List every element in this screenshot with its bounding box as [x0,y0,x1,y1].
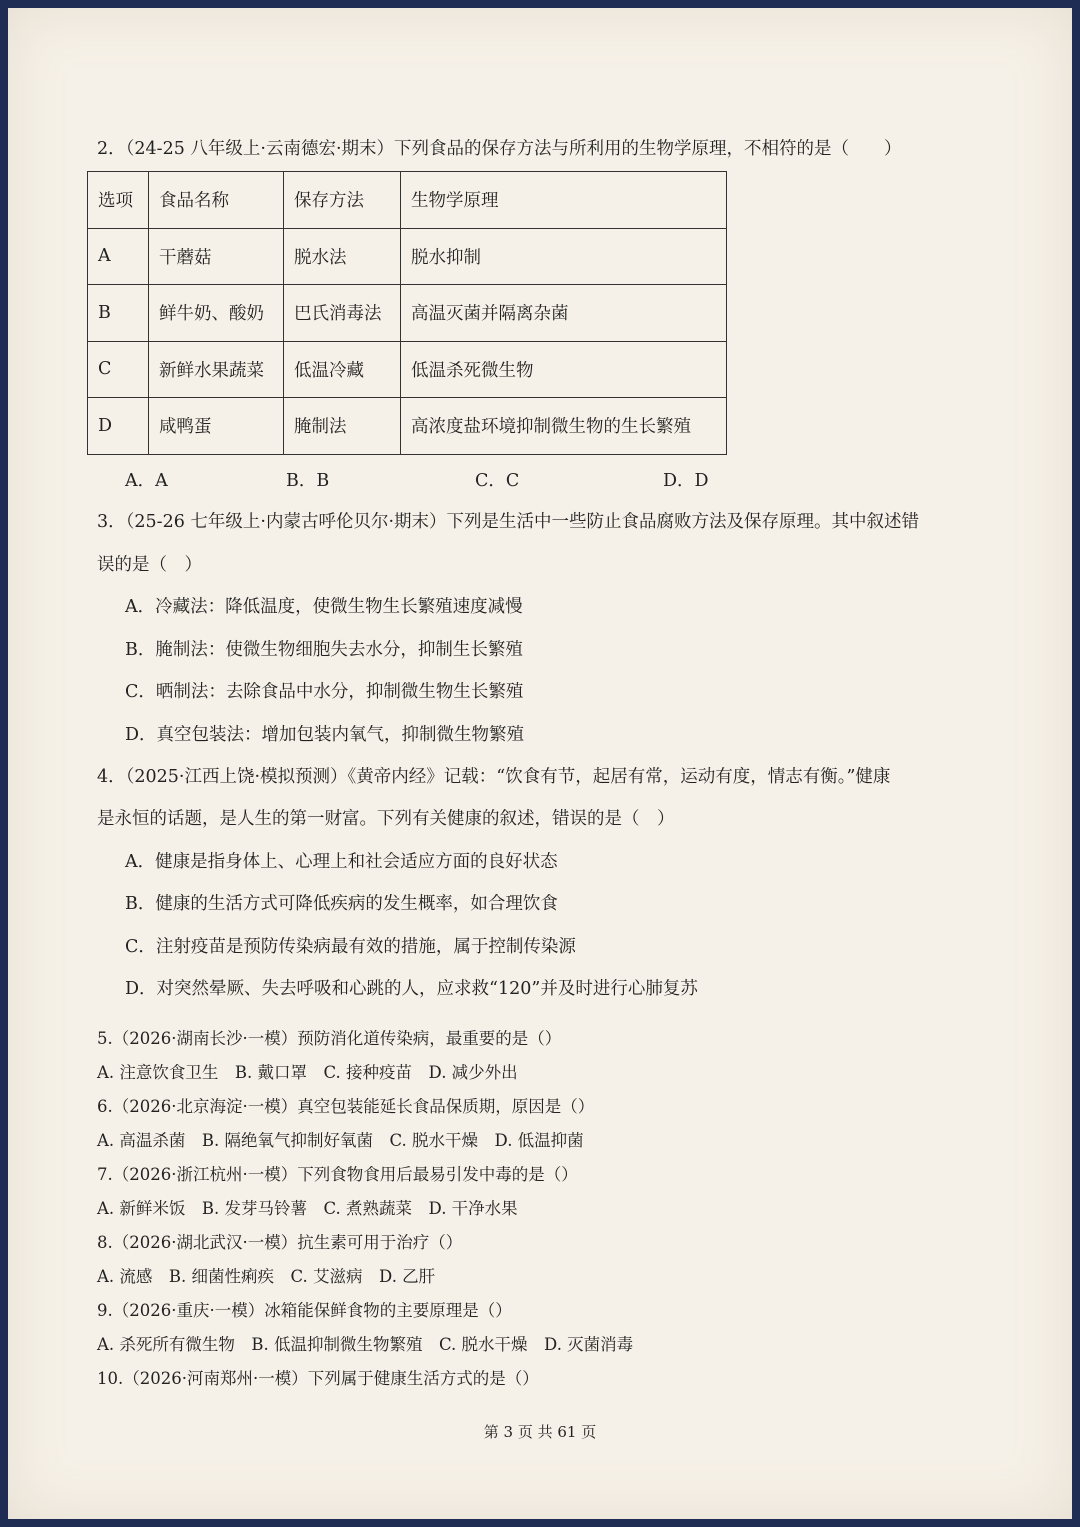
q9-options: A. 杀死所有微生物 B. 低温抑制微生物繁殖 C. 脱水干燥 D. 灭菌消毒 [97,1335,634,1354]
q8-options: A. 流感 B. 细菌性痢疾 C. 艾滋病 D. 乙肝 [97,1267,436,1286]
table-header-cell: 生物学原理 [401,172,727,229]
question-9-stem: 9.（2026·重庆·一模）冰箱能保鲜食物的主要原理是（） [97,1301,512,1320]
question-7-stem: 7.（2026·浙江杭州·一模）下列食物食用后最易引发中毒的是（） [97,1165,578,1184]
question-2-table [87,171,727,455]
q3-option-c: C．晒制法：去除食品中水分，抑制微生物生长繁殖 [125,682,524,702]
q5-options: A. 注意饮食卫生 B. 戴口罩 C. 接种疫苗 D. 减少外出 [97,1063,518,1082]
q4-option-a: A．健康是指身体上、心理上和社会适应方面的良好状态 [125,852,558,872]
question-4-stem-line-1: 4．（2025·江西上饶·模拟预测）《黄帝内经》记载：“饮食有节，起居有常，运动有度，情志有衡。”健康 [97,767,891,787]
table-cell: 低温杀死微生物 [401,341,727,398]
table-row [88,398,727,455]
table-cell: 脱水法 [284,228,401,285]
table-header-cell: 保存方法 [284,172,401,229]
table-cell: B [88,285,149,342]
table-cell: C [88,341,149,398]
table-cell: 高浓度盐环境抑制微生物的生长繁殖 [401,398,727,455]
question-3-stem-line-1: 3．（25-26 七年级上·内蒙古呼伦贝尔·期末）下列是生活中一些防止食品腐败方法及保存原理。其中叙述错 [97,512,920,532]
table-cell: 脱水抑制 [401,228,727,285]
q4-option-d: D．对突然晕厥、失去呼吸和心跳的人，应求救“120”并及时进行心肺复苏 [125,979,698,999]
q2-option-a: A．A [125,471,168,491]
question-10-stem: 10.（2026·河南郑州·一模）下列属于健康生活方式的是（） [97,1369,539,1388]
q2-option-b: B．B [286,471,330,491]
table-row [88,285,727,342]
table-row [88,228,727,285]
table-header-cell: 食品名称 [149,172,284,229]
table-cell: A [88,228,149,285]
table-header-cell: 选项 [88,172,149,229]
question-3-stem-line-2: 误的是（ ） [97,555,202,575]
exam-page [8,8,1072,1519]
table-cell: 干蘑菇 [149,228,284,285]
table-cell: D [88,398,149,455]
q3-option-a: A．冷藏法：降低温度，使微生物生长繁殖速度减慢 [125,597,523,617]
table-cell: 低温冷藏 [284,341,401,398]
table-cell: 咸鸭蛋 [149,398,284,455]
q6-options: A. 高温杀菌 B. 隔绝氧气抑制好氧菌 C. 脱水干燥 D. 低温抑菌 [97,1131,584,1150]
table-cell: 新鲜水果蔬菜 [149,341,284,398]
q2-option-c: C．C [475,471,520,491]
table-cell: 高温灭菌并隔离杂菌 [401,285,727,342]
table-header-row [88,172,727,229]
question-8-stem: 8.（2026·湖北武汉·一模）抗生素可用于治疗（） [97,1233,463,1252]
question-5-stem: 5.（2026·湖南长沙·一模）预防消化道传染病，最重要的是（） [97,1029,562,1048]
question-6-stem: 6.（2026·北京海淀·一模）真空包装能延长食品保质期，原因是（） [97,1097,595,1116]
question-2-stem: 2．（24-25 八年级上·云南德宏·期末）下列食品的保存方法与所利用的生物学原理，不相符的是（ ） [97,139,902,159]
q4-option-b: B．健康的生活方式可降低疾病的发生概率，如合理饮食 [125,894,558,914]
q4-option-c: C．注射疫苗是预防传染病最有效的措施，属于控制传染源 [125,937,576,957]
q3-option-b: B．腌制法：使微生物细胞失去水分，抑制生长繁殖 [125,640,523,660]
q2-option-d: D．D [663,471,709,491]
page-number-footer: 第 3 页 共 61 页 [483,1423,597,1441]
q7-options: A. 新鲜米饭 B. 发芽马铃薯 C. 煮熟蔬菜 D. 干净水果 [97,1199,518,1218]
table-row [88,341,727,398]
question-4-stem-line-2: 是永恒的话题，是人生的第一财富。下列有关健康的叙述，错误的是（ ） [97,809,675,829]
table-cell: 巴氏消毒法 [284,285,401,342]
table-cell: 鲜牛奶、酸奶 [149,285,284,342]
q3-option-d: D．真空包装法：增加包装内氧气，抑制微生物繁殖 [125,725,525,745]
table-cell: 腌制法 [284,398,401,455]
